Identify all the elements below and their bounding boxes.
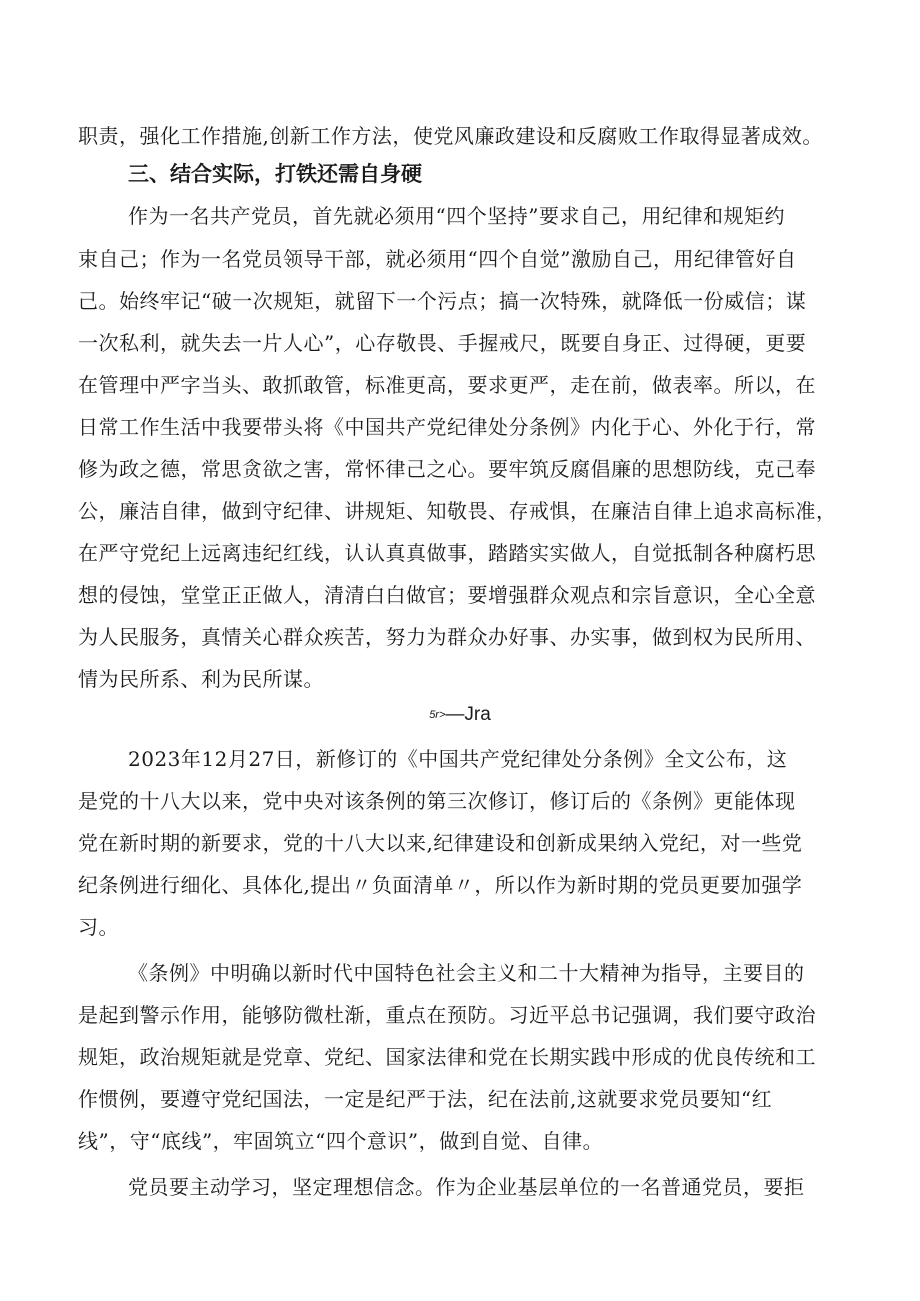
artifact-line — [0, 703, 920, 727]
artifact-small-text: 5r> — [429, 709, 446, 721]
paragraph-2-line: 是党的十八大以来，党中央对该条例的第三次修订，修订后的《条例》更能体现 — [78, 789, 796, 813]
paragraph-1-line: 修为政之德，常思贪欲之害，常怀律己之心。要牢筑反腐倡廉的思想防线，克己奉 — [78, 457, 816, 481]
paragraph-1-line: 日常工作生活中我要带头将《中国共产党纪律处分条例》内化于心、外化于行，常 — [78, 415, 816, 439]
paragraph-1-line: 一次私利，就失去一片人心”，心存敬畏、手握戒尺，既要自身正、过得硬，更要 — [78, 331, 807, 355]
paragraph-2-line: 纪条例进行细化、具体化,提出〃负面清单〃，所以作为新时期的党员更要加强学 — [78, 873, 803, 897]
paragraph-2-line: 2023年12月27日，新修订的《中国共产党纪律处分条例》全文公布，这 — [128, 747, 788, 771]
intro-tail-line: 职责，强化工作措施,创新工作方法，使党风廉政建设和反腐败工作取得显著成效。 — [78, 124, 823, 148]
paragraph-1-line: 在严守党纪上远离违纪红线，认认真真做事，踏踏实实做人，自觉抵制各种腐朽思 — [78, 541, 816, 565]
paragraph-1-line: 公，廉洁自律，做到守纪律、讲规矩、知敬畏、存戒惧，在廉洁自律上追求高标准， — [78, 499, 837, 523]
paragraph-1-line: 作为一名共产党员，首先就必须用“四个坚持”要求自己，用纪律和规矩约 — [128, 204, 785, 228]
paragraph-3-line: 是起到警示作用，能够防微杜渐，重点在预防。习近平总书记强调，我们要守政治 — [78, 1003, 816, 1027]
paragraph-2-line: 习。 — [78, 915, 119, 939]
section-heading: 三、结合实际，打铁还需自身硬 — [128, 162, 422, 186]
paragraph-3-line: 《条例》中明确以新时代中国特色社会主义和二十大精神为指导，主要目的 — [128, 961, 805, 985]
paragraph-4-line: 党员要主动学习，坚定理想信念。作为企业基层单位的一名普通党员，要拒 — [128, 1175, 805, 1199]
artifact-main-text: —Jra — [445, 704, 491, 726]
paragraph-3-line: 线”，守“底线”，牢固筑立“四个意识”，做到自觉、自律。 — [78, 1129, 604, 1153]
paragraph-1-line: 在管理中严字当头、敢抓敢管，标准更高，要求更严，走在前，做表率。所以，在 — [78, 373, 816, 397]
paragraph-1-line: 束自己；作为一名党员领导干部，就必须用“四个自觉”激励自己，用纪律管好自 — [78, 247, 797, 271]
paragraph-1-line: 己。始终牢记“破一次规矩，就留下一个污点；搞一次特殊，就降低一份威信；谋 — [78, 289, 807, 313]
paragraph-3-line: 规矩，政治规矩就是党章、党纪、国家法律和党在长期实践中形成的优良传统和工 — [78, 1045, 816, 1069]
paragraph-3-line: 作惯例，要遵守党纪国法，一定是纪严于法，纪在法前,这就要求党员要知“红 — [78, 1087, 773, 1111]
paragraph-1-line: 为人民服务，真情关心群众疾苦，努力为群众办好事、办实事，做到权为民所用、 — [78, 625, 816, 649]
paragraph-1-line: 情为民所系、利为民所谋。 — [78, 667, 324, 691]
paragraph-2-line: 党在新时期的新要求，党的十八大以来,纪律建设和创新成果纳入党纪，对一些党 — [78, 831, 803, 855]
paragraph-1-line: 想的侵蚀，堂堂正正做人，清清白白做官；要增强群众观点和宗旨意识，全心全意 — [78, 583, 816, 607]
